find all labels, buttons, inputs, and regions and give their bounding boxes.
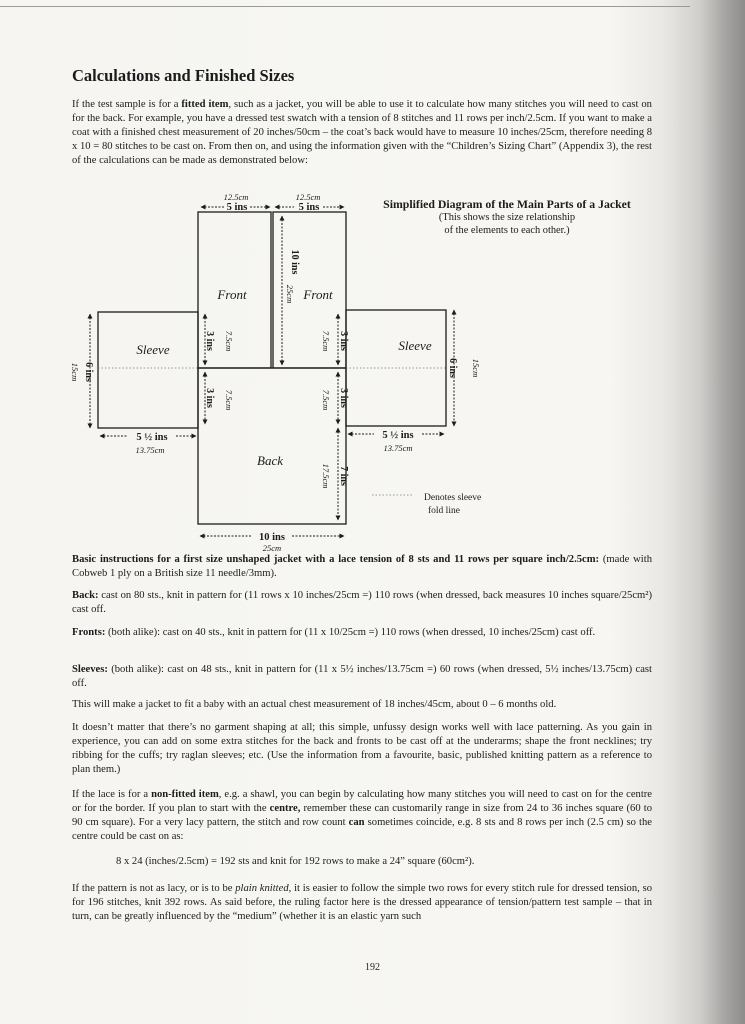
basic-instructions: Basic instructions for a first size unshaped jacket with a lace tension of 8 sts and 11 rows per square inch/2.5cm: (made with Cobweb 1 ply on a British size 11 needle/3mm).	[72, 554, 652, 580]
front-right-label: Front	[303, 287, 333, 302]
left-sleeve-width-cm: 13.75cm	[135, 445, 165, 455]
back-7ins: 7 ins	[338, 466, 349, 486]
right-sleeve-width-cm: 13.75cm	[383, 443, 413, 453]
left-sleeve-panel	[98, 312, 198, 428]
right-sleeve-width-ins: 5 ½ ins	[382, 430, 414, 441]
diagram-subtitle: (This shows the size relationship of the elements to each other.)	[438, 212, 576, 236]
left-sleeve-width-ins: 5 ½ ins	[136, 432, 168, 443]
left-sleeve-15cm: 15cm	[70, 362, 80, 382]
back-right-7-5cm: 7.5cm	[321, 389, 331, 411]
intro-paragraph: If the test sample is for a fitted item, such as a jacket, you will be able to use it to calculate how many stitches you will need to cast on for the back. For example, you have a dressed test swatch with a tension of 8 stitches and 11 rows per inch/2.5cm. If you want to make a coat with a finished chest measurement of 20 inches/50cm – the coat’s back would have to measure 10 inches/25cm, therefore needing 8 x 10 = 80 stitches to be cast on. From then on, and using the information given with the “Children’s Sizing Chart” (Appendix 3), the rest of the calculations can be made as demonstrated below:	[72, 99, 652, 167]
legend-text-line2: fold line	[428, 506, 460, 516]
front-right-width-cm: 12.5cm	[295, 192, 321, 202]
front-left-width-ins: 5 ins	[226, 202, 248, 213]
baby-size-note: This will make a jacket to fit a baby with an actual chest measurement of 18 inches/45cm, about 0 – 6 months old.	[72, 699, 557, 710]
right-sleeve-6ins: 6 ins	[447, 358, 458, 378]
right-sleeve-15cm: 15cm	[471, 358, 481, 378]
back-label: Back	[257, 453, 283, 468]
centre-formula: 8 x 24 (inches/2.5cm) = 192 sts and knit for 192 rows to make a 24” square (60cm²).	[116, 856, 475, 867]
back-17-5cm: 17.5cm	[321, 463, 331, 489]
back-right-3ins: 3 ins	[338, 388, 349, 408]
diagram-title: Simplified Diagram of the Main Parts of a Jacket	[383, 197, 631, 211]
front-height-cm: 25cm	[285, 284, 295, 304]
shaping-paragraph: It doesn’t matter that there’s no garment shaping at all; this simple, unfussy design works well with lace patterning. As you gain in experience, you can add on some extra stitches for the back and fronts to be cast off at the underarms; shape the front necklines; try ribbing for the cuffs; try raglan sleeves; etc. (Use the information from a favourite, basic, published knitting pattern as a reference to plan them.)	[72, 722, 652, 776]
legend-text-line1: Denotes sleeve	[424, 493, 482, 503]
back-width-ins: 10 ins	[259, 532, 285, 543]
back-instructions: Back: cast on 80 sts., knit in pattern for (11 rows x 10 inches/25cm =) 110 rows (when dressed, back measures 10 inches square/25cm²) cast off.	[72, 590, 652, 616]
front-left-label: Front	[217, 287, 247, 302]
back-left-7-5cm: 7.5cm	[224, 389, 234, 411]
front-right-width-ins: 5 ins	[298, 202, 320, 213]
back-width-cm: 25cm	[262, 543, 282, 553]
left-front-3ins: 3 ins	[204, 331, 215, 351]
back-left-3ins: 3 ins	[204, 388, 215, 408]
right-front-3ins: 3 ins	[338, 331, 349, 351]
front-height-ins: 10 ins	[289, 249, 300, 275]
non-fitted-paragraph: If the lace is for a non-fitted item, e.g. a shawl, you can begin by calculating how many stitches you will need to cast on for the centre or for the border. If you plan to start with the centre, remember these can customarily range in size from 24 to 36 inches square (60 to 90 cm square). For a very lacy pattern, the stitch and row count can sometimes coincide, e.g. 8 sts and 8 rows per inch (2.5 cm) so the centre could be cast on as:	[72, 789, 653, 843]
right-sleeve-label: Sleeve	[398, 338, 432, 353]
fronts-instructions: Fronts: (both alike): cast on 40 sts., knit in pattern for (11 x 10/25cm =) 110 rows (when dressed, 10 inches/25cm) cast off.	[72, 627, 596, 638]
plain-knitted-paragraph: If the pattern is not as lacy, or is to be plain knitted, it is easier to follow the simple two rows for every stitch rule for dressed tension, so for 196 stitches, knit 392 rows. As said before, the ruling factor here is the dressed appearance of tension/pattern test sample – that in turn, can be greatly influenced by the “medium” (whether it is an elastic yarn such	[72, 883, 652, 923]
left-sleeve-label: Sleeve	[136, 342, 170, 357]
left-sleeve-6ins: 6 ins	[83, 362, 94, 382]
page-number: 192	[365, 962, 380, 973]
sleeves-instructions: Sleeves: (both alike): cast on 48 sts., knit in pattern for (11 x 5½ inches/13.75cm =) 60 rows (when dressed, 5½ inches/13.75cm) cast off.	[72, 664, 652, 690]
section-heading: Calculations and Finished Sizes	[72, 66, 295, 85]
right-front-7-5cm: 7.5cm	[321, 330, 331, 352]
front-left-width-cm: 12.5cm	[223, 192, 249, 202]
left-front-7-5cm: 7.5cm	[224, 330, 234, 352]
